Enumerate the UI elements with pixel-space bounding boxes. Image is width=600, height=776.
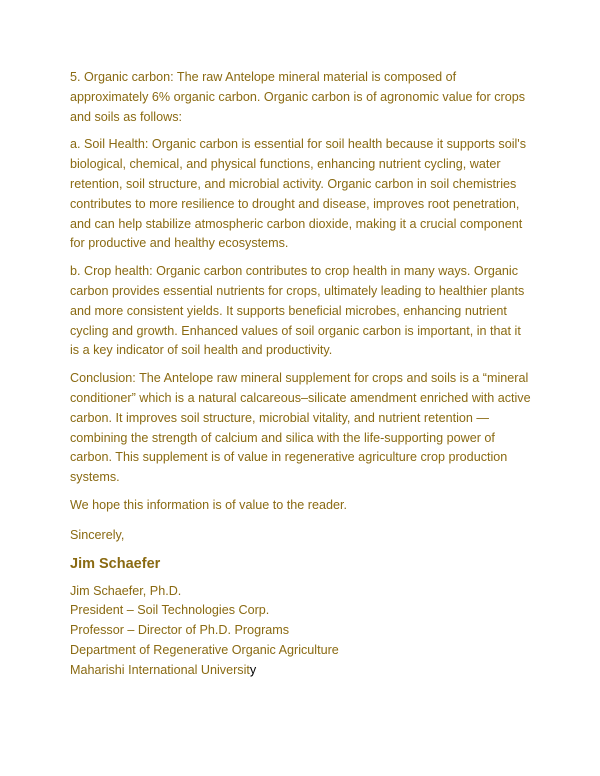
signer-position-professor: Professor – Director of Ph.D. Programs (70, 623, 290, 638)
paragraph-conclusion (70, 369, 532, 488)
university-text: Maharishi International Universit (70, 662, 250, 677)
signer-name-title: Jim Schaefer, Ph.D. (70, 583, 182, 598)
paragraph-organic-carbon (70, 68, 532, 127)
signature-name: Jim Schaefer (70, 555, 161, 572)
paragraph-soil-health (70, 135, 532, 254)
signature-block (70, 582, 532, 681)
paragraph-text: 5. Organic carbon: The raw Antelope mineral material is composed of approximately 6% organic carbon. Organic carbon is of agronomic value for crops and soils as follows: (70, 70, 525, 124)
paragraph-crop-health (70, 262, 532, 361)
signer-department: Department of Regenerative Organic Agriculture (70, 642, 339, 657)
paragraph-text: We hope this information is of value to the reader. (70, 497, 347, 512)
paragraph-hope (70, 496, 532, 516)
paragraph-text: b. Crop health: Organic carbon contributes to crop health in many ways. Organic carbon provides essential nutrients for crops, ultimately leading to healthier plants and more consistent yields. It supports beneficial microbes, enhancing nutrient cycling and growth. Enhanced values of soil organic carbon is important, in that it is a key indicator of soil health and productivity. (70, 264, 525, 358)
signer-position-president: President – Soil Technologies Corp. (70, 603, 270, 618)
university-text-tail: y (249, 662, 257, 677)
signer-university (70, 661, 532, 681)
paragraph-text: a. Soil Health: Organic carbon is essential for soil health because it supports soil's biological, chemical, and physical functions, enhancing nutrient cycling, water retention, soil structure, and microbial activity. Organic carbon in soil chemistries contributes to more resilience to drought and disease, improves root penetration, and can help stabilize atmospheric carbon dioxide, making it a crucial component for productive and healthy ecosystems. (70, 137, 527, 251)
letter-page (70, 68, 532, 681)
closing: Sincerely, (70, 527, 125, 542)
paragraph-text: Conclusion: The Antelope raw mineral supplement for crops and soils is a “mineral conditioner” which is a natural calcareous–silicate amendment enriched with active carbon. It improves soil structure, microbial vitality, and nutrient retention — combining the strength of calcium and silica with the life-supporting power of carbon. This supplement is of value in regenerative agriculture crop production systems. (70, 371, 531, 485)
